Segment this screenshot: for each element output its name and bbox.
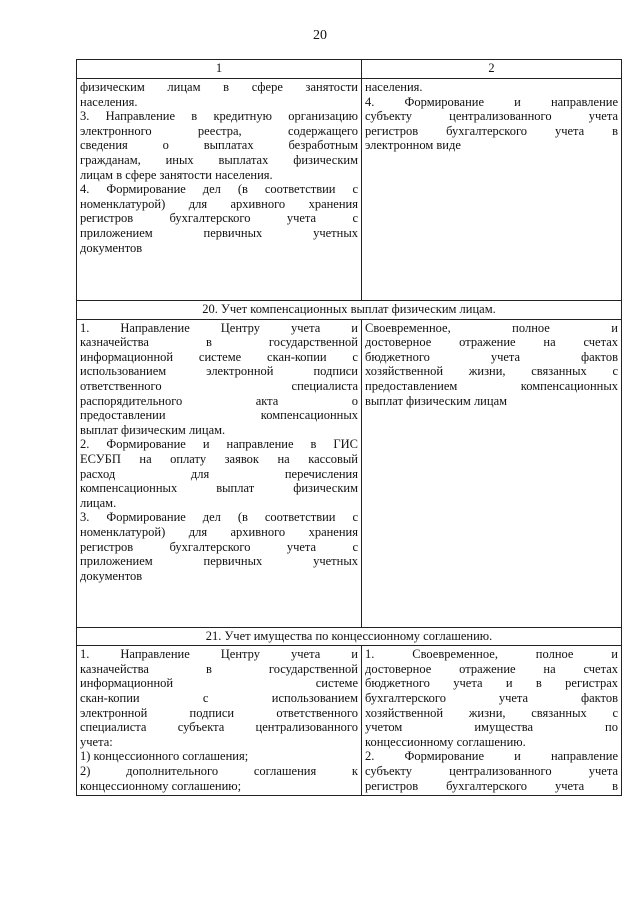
text-line: предоставлении компенсационных xyxy=(80,408,358,423)
text-line: 2. Формирование и направление в ГИС xyxy=(80,437,358,452)
text-line: использованием электронной подписи xyxy=(80,364,358,379)
text-line: концессионному соглашению; xyxy=(80,778,242,793)
section-21-left-cell xyxy=(77,646,362,796)
text-line: субъекту централизованного учета xyxy=(365,109,618,124)
document-table xyxy=(76,59,622,796)
table-row xyxy=(77,646,622,796)
text-line: приложением первичных учетных xyxy=(80,554,358,569)
text-line: 4. Формирование и направление xyxy=(365,94,618,109)
section-header-row xyxy=(77,627,622,646)
text-line: документов xyxy=(80,240,143,255)
text-line: компенсационных выплат физическим xyxy=(80,481,358,496)
text-line: 4. Формирование дел (в соответствии с xyxy=(80,182,358,197)
text-line: предоставлением компенсационных xyxy=(365,378,618,393)
text-line: специалиста субъекта централизованного xyxy=(80,720,358,735)
text-line: документов xyxy=(80,568,143,583)
text-line: регистров бухгалтерского учета в xyxy=(365,778,618,793)
section-20-title: 20. Учет компенсационных выплат физическим лицам. xyxy=(77,301,622,320)
row1-right-cell xyxy=(362,79,622,301)
text-line: ЕСУБП на оплату заявок на кассовый xyxy=(80,451,358,466)
text-line: информационной системе xyxy=(80,676,358,691)
text-line: выплат физическим лицам xyxy=(365,393,508,408)
page-number: 20 xyxy=(313,28,327,43)
text-line: субъекту централизованного учета xyxy=(365,763,618,778)
text-line: населения. xyxy=(80,94,138,109)
text-line: концессионному соглашению. xyxy=(365,734,526,749)
text-line: 2) дополнительного соглашения к xyxy=(80,763,358,778)
text-line: 3. Направление в кредитную организацию xyxy=(80,109,358,124)
text-line: электронном виде xyxy=(365,138,461,153)
text-line: электронного реестра, содержащего xyxy=(80,123,358,138)
text-line: гражданам, иных выплатах физическим xyxy=(80,152,358,167)
text-line: физическим лицам в сфере занятости xyxy=(80,80,358,94)
text-line: номенклатурой) для архивного хранения xyxy=(80,196,358,211)
text-line: хозяйственной жизни, связанных с xyxy=(365,364,618,379)
text-line: Своевременное, полное и xyxy=(365,320,618,335)
table-header-row xyxy=(77,60,622,79)
text-line: регистров бухгалтерского учета с xyxy=(80,211,358,226)
text-line: сведения о выплатах безработным xyxy=(80,138,358,153)
text-line: 1. Направление Центру учета и xyxy=(80,320,358,335)
text-line: казначейства в государственной xyxy=(80,335,358,350)
text-line: казначейства в государственной xyxy=(80,661,358,676)
text-line: лицам в сфере занятости населения. xyxy=(80,167,273,182)
text-line: 1) концессионного соглашения; xyxy=(80,749,249,764)
text-line: 3. Формирование дел (в соответствии с xyxy=(80,510,358,525)
text-line: информационной системе скан-копии с xyxy=(80,349,358,364)
section-20-right-cell xyxy=(362,319,622,627)
text-line: расход для перечисления xyxy=(80,466,358,481)
text-line: населения. xyxy=(365,80,423,94)
text-line: хозяйственной жизни, связанных с xyxy=(365,705,618,720)
text-line: бюджетного учета фактов xyxy=(365,349,618,364)
text-line: выплат физическим лицам. xyxy=(80,422,226,437)
section-21-title: 21. Учет имущества по концессионному соглашению. xyxy=(77,627,622,646)
text-line: 1. Направление Центру учета и xyxy=(80,647,358,662)
text-line: 1. Своевременное, полное и xyxy=(365,647,618,662)
text-line: скан-копии с использованием xyxy=(80,690,358,705)
text-line: приложением первичных учетных xyxy=(80,225,358,240)
text-line: ответственного специалиста xyxy=(80,378,358,393)
text-line: регистров бухгалтерского учета в xyxy=(365,123,618,138)
text-line: бюджетного учета и в регистрах xyxy=(365,676,618,691)
column-header-2: 2 xyxy=(362,60,622,79)
text-line: распорядительного акта о xyxy=(80,393,358,408)
text-line: учетом имущества по xyxy=(365,720,618,735)
text-line: учета: xyxy=(80,734,113,749)
text-line: номенклатурой) для архивного хранения xyxy=(80,524,358,539)
text-line: 2. Формирование и направление xyxy=(365,749,618,764)
text-line: лицам. xyxy=(80,495,117,510)
column-header-1: 1 xyxy=(77,60,362,79)
section-21-right-cell xyxy=(362,646,622,796)
table-row xyxy=(77,79,622,301)
section-header-row xyxy=(77,301,622,320)
text-line: регистров бухгалтерского учета с xyxy=(80,539,358,554)
text-line: электронной подписи ответственного xyxy=(80,705,358,720)
text-line: достоверное отражение на счетах xyxy=(365,335,618,350)
section-20-left-cell xyxy=(77,319,362,627)
row1-left-cell xyxy=(77,79,362,301)
text-line: бухгалтерского учета фактов xyxy=(365,690,618,705)
text-line: достоверное отражение на счетах xyxy=(365,661,618,676)
table-row xyxy=(77,319,622,627)
